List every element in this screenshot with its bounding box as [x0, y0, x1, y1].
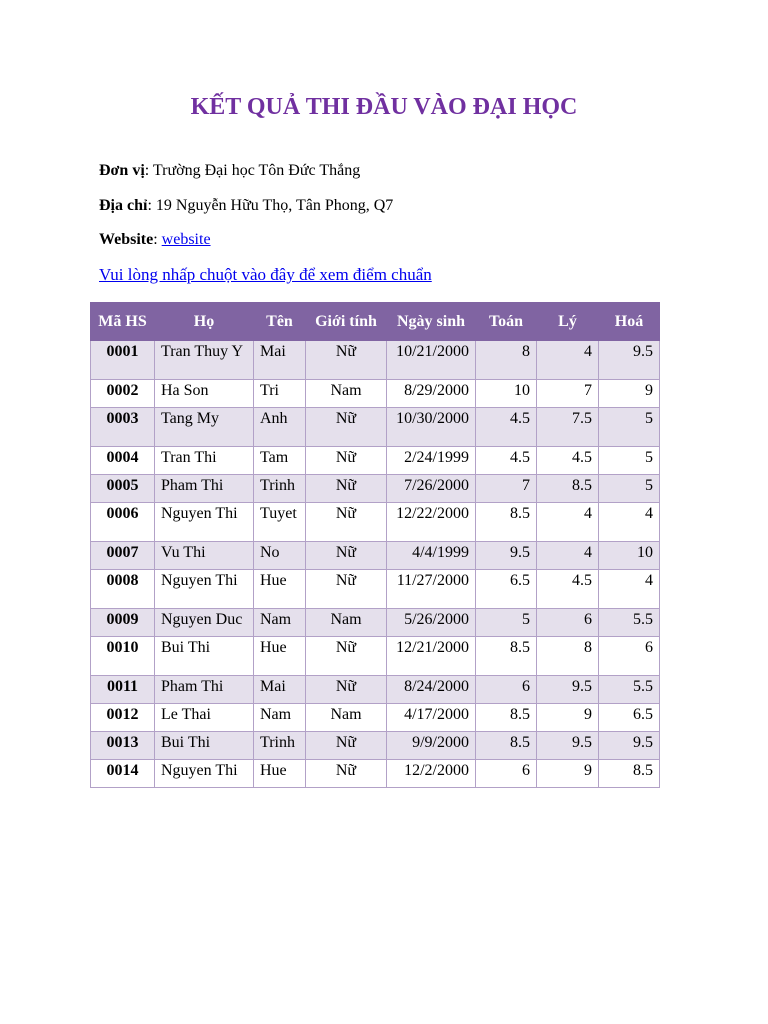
math-score-cell: 10: [476, 380, 537, 408]
student-id-cell: 0004: [91, 447, 155, 475]
gender-cell: Nữ: [306, 475, 387, 503]
unit-value: : Trường Đại học Tôn Đức Thắng: [144, 162, 361, 179]
table-row: [91, 704, 660, 732]
math-score-cell: 8.5: [476, 637, 537, 676]
physics-score-cell: 9: [537, 760, 599, 788]
website-label: Website: [99, 231, 154, 248]
address-line: [99, 197, 393, 215]
math-score-cell: 8.5: [476, 704, 537, 732]
table-row: [91, 732, 660, 760]
physics-score-cell: 4: [537, 341, 599, 380]
chemistry-score-cell: 5.5: [599, 609, 660, 637]
cutoff-score-link[interactable]: Vui lòng nhấp chuột vào đây để xem điểm chuẩn: [99, 265, 432, 284]
student-id-cell: 0005: [91, 475, 155, 503]
physics-score-cell: 4: [537, 542, 599, 570]
first-name-cell: Tuyet: [254, 503, 306, 542]
table-header-row: [91, 303, 660, 341]
first-name-cell: Mai: [254, 676, 306, 704]
physics-score-cell: 8: [537, 637, 599, 676]
results-table: [90, 302, 660, 788]
student-id-cell: 0009: [91, 609, 155, 637]
physics-score-cell: 9.5: [537, 676, 599, 704]
last-name-cell: Nguyen Thi: [155, 503, 254, 542]
header-birthdate: Ngày sinh: [387, 303, 476, 341]
student-id-cell: 0007: [91, 542, 155, 570]
page-title: KẾT QUẢ THI ĐẦU VÀO ĐẠI HỌC: [190, 94, 578, 120]
chemistry-score-cell: 5: [599, 447, 660, 475]
gender-cell: Nữ: [306, 760, 387, 788]
header-chemistry: Hoá: [599, 303, 660, 341]
table-row: [91, 676, 660, 704]
gender-cell: Nữ: [306, 447, 387, 475]
website-link[interactable]: website: [161, 231, 211, 248]
first-name-cell: Nam: [254, 609, 306, 637]
chemistry-score-cell: 9.5: [599, 341, 660, 380]
student-id-cell: 0014: [91, 760, 155, 788]
table-row: [91, 408, 660, 447]
website-line: [99, 231, 211, 249]
last-name-cell: Vu Thi: [155, 542, 254, 570]
gender-cell: Nam: [306, 380, 387, 408]
physics-score-cell: 7.5: [537, 408, 599, 447]
first-name-cell: Nam: [254, 704, 306, 732]
gender-cell: Nam: [306, 609, 387, 637]
birthdate-cell: 8/29/2000: [387, 380, 476, 408]
math-score-cell: 6: [476, 676, 537, 704]
physics-score-cell: 6: [537, 609, 599, 637]
student-id-cell: 0001: [91, 341, 155, 380]
chemistry-score-cell: 9: [599, 380, 660, 408]
birthdate-cell: 12/21/2000: [387, 637, 476, 676]
student-id-cell: 0010: [91, 637, 155, 676]
math-score-cell: 5: [476, 609, 537, 637]
header-student-id: Mã HS: [91, 303, 155, 341]
header-last-name: Họ: [155, 303, 254, 341]
table-row: [91, 341, 660, 380]
chemistry-score-cell: 4: [599, 570, 660, 609]
first-name-cell: Trinh: [254, 732, 306, 760]
gender-cell: Nữ: [306, 341, 387, 380]
math-score-cell: 7: [476, 475, 537, 503]
table-row: [91, 542, 660, 570]
physics-score-cell: 8.5: [537, 475, 599, 503]
physics-score-cell: 9: [537, 704, 599, 732]
first-name-cell: Hue: [254, 570, 306, 609]
physics-score-cell: 9.5: [537, 732, 599, 760]
last-name-cell: Tran Thi: [155, 447, 254, 475]
first-name-cell: Mai: [254, 341, 306, 380]
unit-label: Đơn vị: [99, 162, 145, 179]
birthdate-cell: 5/26/2000: [387, 609, 476, 637]
last-name-cell: Ha Son: [155, 380, 254, 408]
chemistry-score-cell: 8.5: [599, 760, 660, 788]
chemistry-score-cell: 5.5: [599, 676, 660, 704]
gender-cell: Nữ: [306, 676, 387, 704]
gender-cell: Nữ: [306, 570, 387, 609]
chemistry-score-cell: 6: [599, 637, 660, 676]
chemistry-score-cell: 6.5: [599, 704, 660, 732]
address-value: : 19 Nguyễn Hữu Thọ, Tân Phong, Q7: [147, 197, 394, 214]
physics-score-cell: 4.5: [537, 447, 599, 475]
birthdate-cell: 10/21/2000: [387, 341, 476, 380]
birthdate-cell: 7/26/2000: [387, 475, 476, 503]
first-name-cell: Trinh: [254, 475, 306, 503]
chemistry-score-cell: 4: [599, 503, 660, 542]
table-row: [91, 475, 660, 503]
last-name-cell: Pham Thi: [155, 475, 254, 503]
last-name-cell: Tang My: [155, 408, 254, 447]
math-score-cell: 4.5: [476, 408, 537, 447]
table-row: [91, 503, 660, 542]
birthdate-cell: 10/30/2000: [387, 408, 476, 447]
birthdate-cell: 11/27/2000: [387, 570, 476, 609]
birthdate-cell: 4/4/1999: [387, 542, 476, 570]
table-row: [91, 609, 660, 637]
student-id-cell: 0006: [91, 503, 155, 542]
table-row: [91, 447, 660, 475]
math-score-cell: 8: [476, 341, 537, 380]
physics-score-cell: 4.5: [537, 570, 599, 609]
last-name-cell: Pham Thi: [155, 676, 254, 704]
math-score-cell: 8.5: [476, 503, 537, 542]
birthdate-cell: 4/17/2000: [387, 704, 476, 732]
first-name-cell: Hue: [254, 637, 306, 676]
student-id-cell: 0003: [91, 408, 155, 447]
math-score-cell: 9.5: [476, 542, 537, 570]
first-name-cell: Tam: [254, 447, 306, 475]
table-row: [91, 760, 660, 788]
first-name-cell: No: [254, 542, 306, 570]
math-score-cell: 4.5: [476, 447, 537, 475]
header-math: Toán: [476, 303, 537, 341]
physics-score-cell: 4: [537, 503, 599, 542]
first-name-cell: Hue: [254, 760, 306, 788]
header-gender: Giới tính: [306, 303, 387, 341]
physics-score-cell: 7: [537, 380, 599, 408]
gender-cell: Nữ: [306, 637, 387, 676]
last-name-cell: Le Thai: [155, 704, 254, 732]
chemistry-score-cell: 10: [599, 542, 660, 570]
birthdate-cell: 12/22/2000: [387, 503, 476, 542]
gender-cell: Nữ: [306, 408, 387, 447]
math-score-cell: 8.5: [476, 732, 537, 760]
student-id-cell: 0008: [91, 570, 155, 609]
first-name-cell: Tri: [254, 380, 306, 408]
header-first-name: Tên: [254, 303, 306, 341]
math-score-cell: 6: [476, 760, 537, 788]
math-score-cell: 6.5: [476, 570, 537, 609]
first-name-cell: Anh: [254, 408, 306, 447]
gender-cell: Nữ: [306, 542, 387, 570]
birthdate-cell: 2/24/1999: [387, 447, 476, 475]
chemistry-score-cell: 5: [599, 475, 660, 503]
table-row: [91, 637, 660, 676]
last-name-cell: Bui Thi: [155, 637, 254, 676]
birthdate-cell: 12/2/2000: [387, 760, 476, 788]
chemistry-score-cell: 9.5: [599, 732, 660, 760]
gender-cell: Nữ: [306, 503, 387, 542]
last-name-cell: Bui Thi: [155, 732, 254, 760]
student-id-cell: 0013: [91, 732, 155, 760]
student-id-cell: 0002: [91, 380, 155, 408]
last-name-cell: Tran Thuy Y: [155, 341, 254, 380]
table-row: [91, 570, 660, 609]
birthdate-cell: 8/24/2000: [387, 676, 476, 704]
chemistry-score-cell: 5: [599, 408, 660, 447]
last-name-cell: Nguyen Thi: [155, 570, 254, 609]
gender-cell: Nam: [306, 704, 387, 732]
birthdate-cell: 9/9/2000: [387, 732, 476, 760]
website-separator: :: [153, 231, 162, 248]
student-id-cell: 0012: [91, 704, 155, 732]
last-name-cell: Nguyen Duc: [155, 609, 254, 637]
table-row: [91, 380, 660, 408]
gender-cell: Nữ: [306, 732, 387, 760]
address-label: Địa chỉ: [99, 197, 148, 214]
student-id-cell: 0011: [91, 676, 155, 704]
unit-line: [99, 162, 360, 180]
last-name-cell: Nguyen Thi: [155, 760, 254, 788]
header-physics: Lý: [537, 303, 599, 341]
